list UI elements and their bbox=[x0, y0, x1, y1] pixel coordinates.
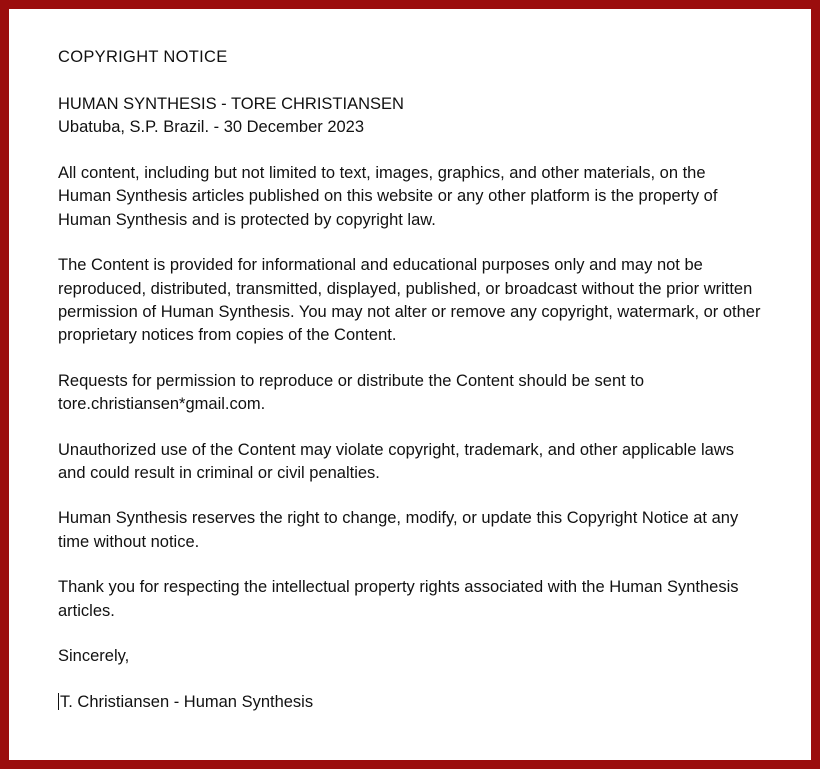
document-heading bbox=[58, 93, 762, 140]
paragraph-permission-requests: Requests for permission to reproduce or distribute the Content should be sent to tore.christiansen*gmail.com. bbox=[58, 371, 645, 414]
signature-line bbox=[58, 691, 313, 714]
text-cursor-caret bbox=[58, 693, 59, 710]
signature-text: T. Christiansen - Human Synthesis bbox=[60, 692, 314, 711]
page-title: COPYRIGHT NOTICE bbox=[58, 48, 228, 66]
heading-author-line: HUMAN SYNTHESIS - TORE CHRISTIANSEN bbox=[58, 95, 404, 113]
closing-line: Sincerely, bbox=[58, 647, 130, 666]
paragraph-notice-changes: Human Synthesis reserves the right to change, modify, or update this Copyright Notice at any time without notice. bbox=[58, 509, 739, 551]
document-page bbox=[9, 9, 811, 760]
paragraph-thank-you: Thank you for respecting the intellectual property rights associated with the Human Synthesis articles. bbox=[58, 578, 739, 620]
paragraph-content-ownership: All content, including but not limited to text, images, graphics, and other materials, on the Human Synthesis articles published on this website or any other platform is the property of Human Synthesis and is protected by copyright law. bbox=[58, 163, 718, 229]
heading-location-date-line: Ubatuba, S.P. Brazil. - 30 December 2023 bbox=[58, 118, 365, 137]
paragraph-usage-restrictions: The Content is provided for informational and educational purposes only and may not be reproduced, distributed, transmitted, displayed, published, or broadcast without the prior written permission of Human Synthesis. You may not alter or remove any copyright, watermark, or other proprietary notices from copies of the Content. bbox=[58, 256, 761, 345]
paragraph-unauthorized-use: Unauthorized use of the Content may violate copyright, trademark, and other applicable laws and could result in criminal or civil penalties. bbox=[58, 440, 734, 483]
